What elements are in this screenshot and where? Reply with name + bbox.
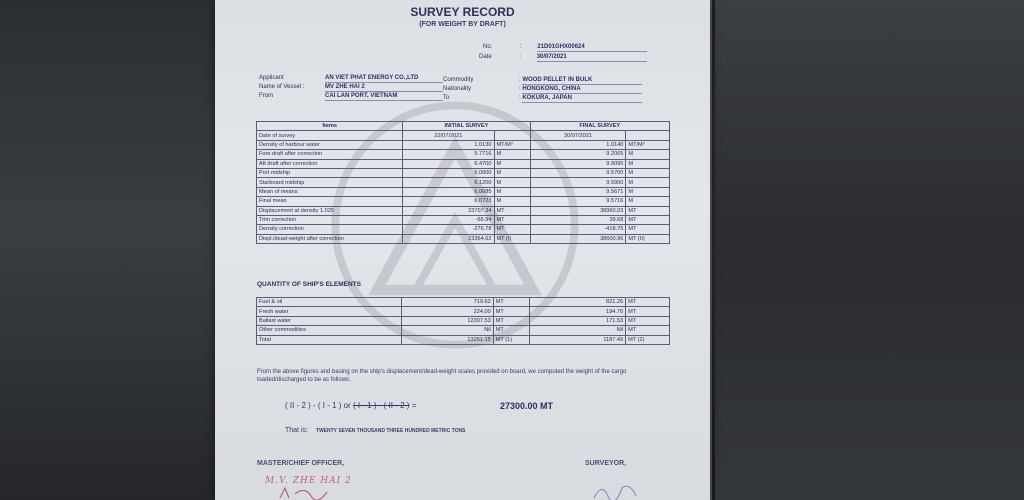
table-row <box>257 206 670 215</box>
vessel-label: Name of Vessel : <box>259 84 305 90</box>
header-right: Commodity : WOOD PELLET IN BULK Nationality : HONGKONG, CHINA To : KOKURA, JAPAN <box>443 76 642 103</box>
that-is-words: TWENTY SEVEN THOUSAND THREE HUNDRED METRIC TONS <box>315 428 466 434</box>
no-row: No. : 21D01GHX00624 <box>483 43 647 52</box>
that-is-label: That is: <box>285 427 308 434</box>
row-initial-unit: MT <box>494 206 530 215</box>
table-row <box>257 298 670 307</box>
document-subtitle: (FOR WEIGHT BY DRAFT) <box>419 21 506 28</box>
row-final-unit: MT (2) <box>626 335 670 344</box>
signature-scribble-icon <box>275 484 335 500</box>
no-value: 21D01GHX00624 <box>537 43 647 52</box>
row-final-value: 194.70 <box>529 307 625 316</box>
row-final-unit: M <box>626 178 670 187</box>
row-final-value: Nil <box>529 326 625 335</box>
surveyor-label: SURVEYOR, <box>585 460 627 467</box>
row-initial-value: 6.0685 <box>403 187 494 196</box>
row-item: Density correction <box>257 225 403 234</box>
document-title: SURVEY RECORD <box>410 5 515 19</box>
table-row <box>257 215 670 224</box>
row-initial-value: 5.7716 <box>403 150 494 159</box>
date-label: Date <box>479 54 492 60</box>
table-row <box>257 140 670 149</box>
row-final-value: 9.5716 <box>530 197 626 206</box>
formula <box>285 401 416 410</box>
header-left <box>259 74 443 101</box>
table-row <box>257 234 670 243</box>
handwritten-vessel-name: M.V. ZHE HAI 2 <box>265 476 352 486</box>
row-final-value: 9.2065 <box>530 150 626 159</box>
row-item: Fresh water <box>257 307 402 316</box>
row-final-value: 9.9095 <box>530 159 626 168</box>
row-initial-unit: MT <box>494 225 530 234</box>
survey-document <box>215 0 710 500</box>
row-item: Displ./dead-weight after correction <box>257 234 403 243</box>
computation-paragraph: From the above figures and basing on the ship's displacement/dead-weight scales provided on board, we computed the weight of the cargo loaded/discharged to be as follows: <box>257 369 627 383</box>
table-row <box>257 197 670 206</box>
table-row <box>257 225 670 234</box>
row-final-value: 9.5671 <box>530 187 626 196</box>
row-initial-unit: M <box>494 197 530 206</box>
formula-part-a: ( II - 2 ) - ( I - 1 ) or <box>285 401 351 410</box>
cargo-weight-result: 27300.00 MT <box>500 401 554 411</box>
row-initial-value: 224.00 <box>402 307 494 316</box>
row-initial-unit: MT <box>493 326 529 335</box>
table-row <box>257 307 670 316</box>
row-initial-unit: MT <box>494 215 530 224</box>
row-final-value: 39.68 <box>530 215 626 224</box>
vessel-value: MV ZHE HAI 2 <box>325 83 443 92</box>
row-final-value: 9.5700 <box>530 168 626 177</box>
row-item: Total <box>257 335 402 344</box>
row-item: Fuel & oil <box>257 298 402 307</box>
no-label: No. <box>483 44 493 50</box>
row-item: Fore draft after correction <box>257 150 403 159</box>
table-row <box>257 131 670 140</box>
row-initial-value: 1.0130 <box>403 140 494 149</box>
row-final-unit: M <box>626 150 670 159</box>
row-initial-value: -65.94 <box>403 215 494 224</box>
row-final-unit: M <box>626 197 670 206</box>
applicant-value: AN VIET PHAT ENERGY CO.,LTD <box>325 74 443 83</box>
row-initial-value: 6.0723 <box>403 197 494 206</box>
table-row <box>257 159 670 168</box>
background-right <box>715 0 1024 500</box>
row-final-unit: MT <box>626 316 670 325</box>
row-initial-unit: MT <box>493 298 529 307</box>
row-final-unit: MT <box>626 298 670 307</box>
row-final-value: -418.75 <box>530 225 626 234</box>
table-row <box>257 335 670 344</box>
background-left <box>0 0 215 500</box>
table-row <box>257 178 670 187</box>
row-initial-unit <box>494 131 530 140</box>
commodity-label: Commodity <box>443 77 474 83</box>
quantity-section-title: QUANTITY OF SHIP'S ELEMENTS <box>257 281 361 288</box>
row-item: Port midship <box>257 168 403 177</box>
row-initial-value: 23707.34 <box>403 206 494 215</box>
row-final-unit: MT <box>626 326 670 335</box>
row-initial-value: Nil <box>402 326 494 335</box>
row-final-unit <box>626 131 670 140</box>
row-final-value: 30/07/2021 <box>530 131 626 140</box>
row-final-unit: M <box>626 159 670 168</box>
row-final-unit: MT <box>626 206 670 215</box>
row-final-unit: MT/M³ <box>626 140 670 149</box>
row-initial-value: 6.0000 <box>403 168 494 177</box>
row-item: Final mean <box>257 197 403 206</box>
col-final: FINAL SURVEY <box>530 122 669 131</box>
col-items: Items <box>257 122 403 131</box>
that-is-row <box>285 427 465 434</box>
row-final-unit: MT <box>626 225 670 234</box>
row-item: Other commodities <box>257 326 402 335</box>
row-final-unit: MT <box>626 215 670 224</box>
row-initial-unit: MT/M³ <box>494 140 530 149</box>
row-initial-value: 22/07/2021 <box>403 131 494 140</box>
formula-equals: = <box>411 401 417 410</box>
row-final-unit: MT (II) <box>626 234 670 243</box>
row-initial-value: -276.78 <box>403 225 494 234</box>
col-initial: INITIAL SURVEY <box>403 122 530 131</box>
row-item: Density of harbour water <box>257 140 403 149</box>
nationality-label: Nationality <box>443 86 472 92</box>
row-item: Mean of means <box>257 187 403 196</box>
surveyor-signature-icon <box>590 478 640 500</box>
row-initial-unit: M <box>494 150 530 159</box>
row-initial-unit: MT <box>493 316 529 325</box>
row-initial-unit: MT (1) <box>493 335 529 344</box>
row-initial-value: 6.4700 <box>403 159 494 168</box>
table-row <box>257 150 670 159</box>
row-item: Aft draft after correction <box>257 159 403 168</box>
row-item: Trim correction <box>257 215 403 224</box>
to-label: To <box>443 95 450 101</box>
table-row <box>257 316 670 325</box>
commodity-value: WOOD PELLET IN BULK <box>522 76 642 85</box>
from-value: CAI LAN PORT, VIETNAM <box>325 92 443 101</box>
row-final-unit: M <box>626 168 670 177</box>
row-final-value: 171.53 <box>529 316 625 325</box>
row-initial-unit: M <box>494 187 530 196</box>
row-initial-unit: MT <box>493 307 529 316</box>
from-label: From <box>259 93 273 99</box>
row-final-value: 9.5900 <box>530 178 626 187</box>
row-initial-unit: M <box>494 168 530 177</box>
row-initial-value: 12307.53 <box>402 316 494 325</box>
row-final-unit: MT <box>626 307 670 316</box>
row-initial-value: 719.62 <box>402 298 494 307</box>
survey-table <box>256 121 670 244</box>
row-initial-value: 6.1200 <box>403 178 494 187</box>
to-value: KOKURA, JAPAN <box>522 94 642 103</box>
row-initial-value: 23364.62 <box>403 234 494 243</box>
row-final-value: 821.26 <box>529 298 625 307</box>
date-value: 30/07/2021 <box>537 53 647 62</box>
row-final-value: 1.0140 <box>530 140 626 149</box>
applicant-label: Applicant <box>259 75 284 81</box>
row-item: Starboard midship <box>257 178 403 187</box>
row-item: Date of survey <box>257 131 403 140</box>
row-initial-value: 13251.15 <box>402 335 494 344</box>
date-row: Date : 30/07/2021 <box>479 53 647 62</box>
master-label: MASTER/CHIEF OFFICER, <box>257 460 345 467</box>
row-final-value: 38600.96 <box>530 234 626 243</box>
formula-part-b: ( I - 1 ) - ( II - 2 ) <box>353 401 410 410</box>
row-item: Ballast water <box>257 316 402 325</box>
row-final-unit: M <box>626 187 670 196</box>
row-initial-unit: M <box>494 178 530 187</box>
row-item: Displacement at density 1.025 <box>257 206 403 215</box>
table-row <box>257 187 670 196</box>
row-initial-unit: M <box>494 159 530 168</box>
quantity-table <box>256 297 670 345</box>
nationality-value: HONGKONG, CHINA <box>522 85 642 94</box>
row-final-value: 1187.49 <box>529 335 625 344</box>
table-row <box>257 326 670 335</box>
table-row <box>257 168 670 177</box>
row-initial-unit: MT (I) <box>494 234 530 243</box>
row-final-value: 38960.03 <box>530 206 626 215</box>
